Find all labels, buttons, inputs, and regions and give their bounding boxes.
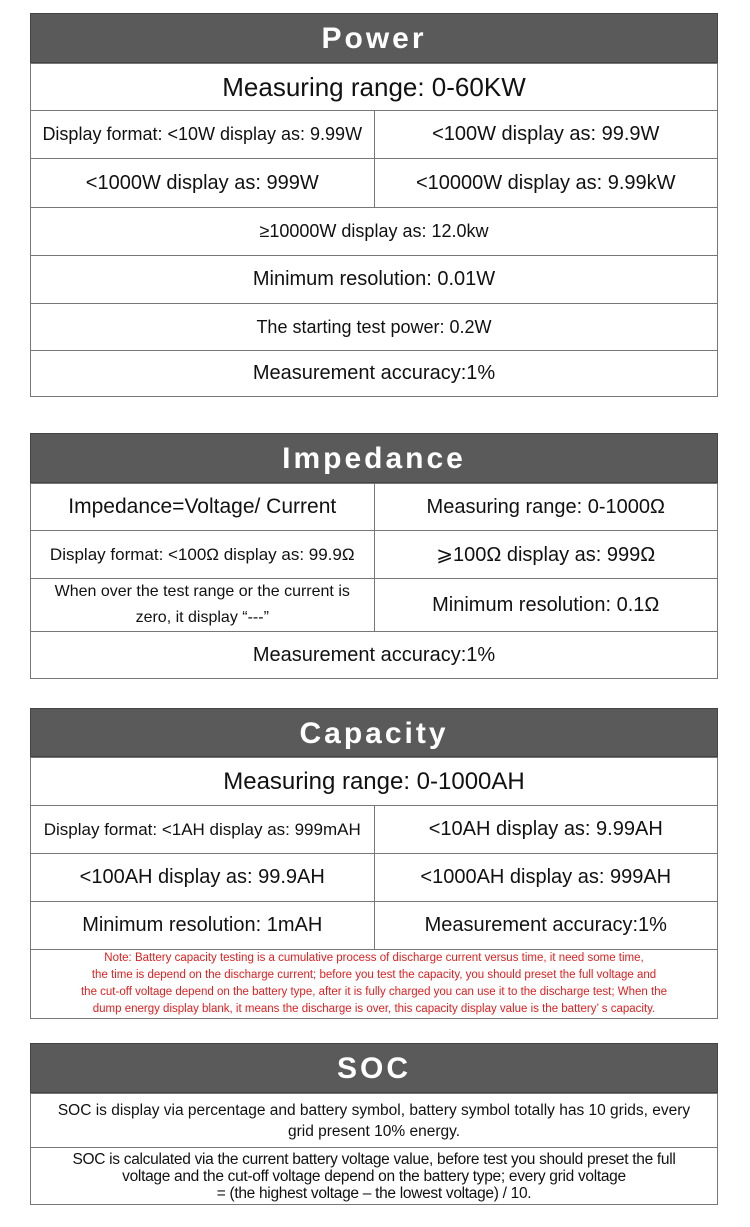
capacity-range: Measuring range: 0-1000AH	[31, 758, 718, 806]
impedance-table	[30, 483, 718, 679]
impedance-format-2: ⩾100Ω display as: 999Ω	[374, 531, 718, 579]
capacity-format-1: Display format: <1AH display as: 999mAH	[31, 806, 375, 854]
power-format-5: ≥10000W display as: 12.0kw	[31, 208, 718, 256]
impedance-section	[30, 433, 718, 679]
impedance-format-1: Display format: <100Ω display as: 99.9Ω	[31, 531, 375, 579]
soc-section	[30, 1043, 718, 1205]
soc-title: SOC	[30, 1043, 718, 1093]
soc-p2-line-1: SOC is calculated via the current battery voltage value, before test you should preset the full	[72, 1150, 676, 1168]
capacity-section	[30, 708, 718, 1019]
power-format-1: Display format: <10W display as: 9.99W	[31, 111, 375, 159]
power-section	[30, 13, 718, 397]
impedance-resolution: Minimum resolution: 0.1Ω	[374, 579, 718, 632]
impedance-range: Measuring range: 0-1000Ω	[374, 484, 718, 531]
power-starting: The starting test power: 0.2W	[31, 304, 718, 351]
impedance-title: Impedance	[30, 433, 718, 483]
soc-p2-line-3: = (the highest voltage – the lowest voltage) / 10.	[216, 1184, 532, 1202]
power-title: Power	[30, 13, 718, 63]
power-accuracy: Measurement accuracy:1%	[31, 351, 718, 397]
impedance-formula: Impedance=Voltage/ Current	[31, 484, 375, 531]
capacity-resolution: Minimum resolution: 1mAH	[31, 902, 375, 950]
power-format-2: <100W display as: 99.9W	[374, 111, 718, 159]
impedance-over-line-2: zero, it display “---”	[135, 609, 269, 626]
soc-p2-line-2: voltage and the cut-off voltage depend on the battery type; every grid voltage	[122, 1167, 626, 1185]
capacity-format-4: <1000AH display as: 999AH	[374, 854, 718, 902]
soc-table	[30, 1093, 718, 1205]
impedance-accuracy: Measurement accuracy:1%	[31, 632, 718, 679]
capacity-note-line-4: dump energy display blank, it means the discharge is over, this capacity display value is the battery’ s capacity.	[92, 1003, 656, 1015]
capacity-format-3: <100AH display as: 99.9AH	[31, 854, 375, 902]
soc-paragraph-2	[31, 1148, 718, 1205]
impedance-over-range	[31, 579, 375, 632]
power-format-3: <1000W display as: 999W	[31, 159, 375, 208]
impedance-over-line-1: When over the test range or the current is	[54, 583, 350, 600]
capacity-note-line-2: the time is depend on the discharge current; before you test the capacity, you should preset the full voltage and	[91, 969, 657, 981]
capacity-table	[30, 757, 718, 1019]
capacity-note	[31, 950, 718, 1019]
power-resolution: Minimum resolution: 0.01W	[31, 256, 718, 304]
capacity-accuracy: Measurement accuracy:1%	[374, 902, 718, 950]
soc-p1-line-1: SOC is display via percentage and battery symbol, battery symbol totally has 10 grids, every	[57, 1101, 691, 1119]
soc-paragraph-1	[31, 1094, 718, 1148]
capacity-format-2: <10AH display as: 9.99AH	[374, 806, 718, 854]
capacity-note-line-1: Note: Battery capacity testing is a cumulative process of discharge current versus time, it need some time,	[104, 952, 644, 964]
power-format-4: <10000W display as: 9.99kW	[374, 159, 718, 208]
power-range: Measuring range: 0-60KW	[31, 64, 718, 111]
capacity-note-line-3: the cut-off voltage depend on the battery type, after it is fully charged you can use it to the discharge test; When the	[80, 986, 667, 998]
capacity-title: Capacity	[30, 708, 718, 757]
power-table	[30, 63, 718, 397]
soc-p1-line-2: grid present 10% energy.	[287, 1122, 461, 1140]
